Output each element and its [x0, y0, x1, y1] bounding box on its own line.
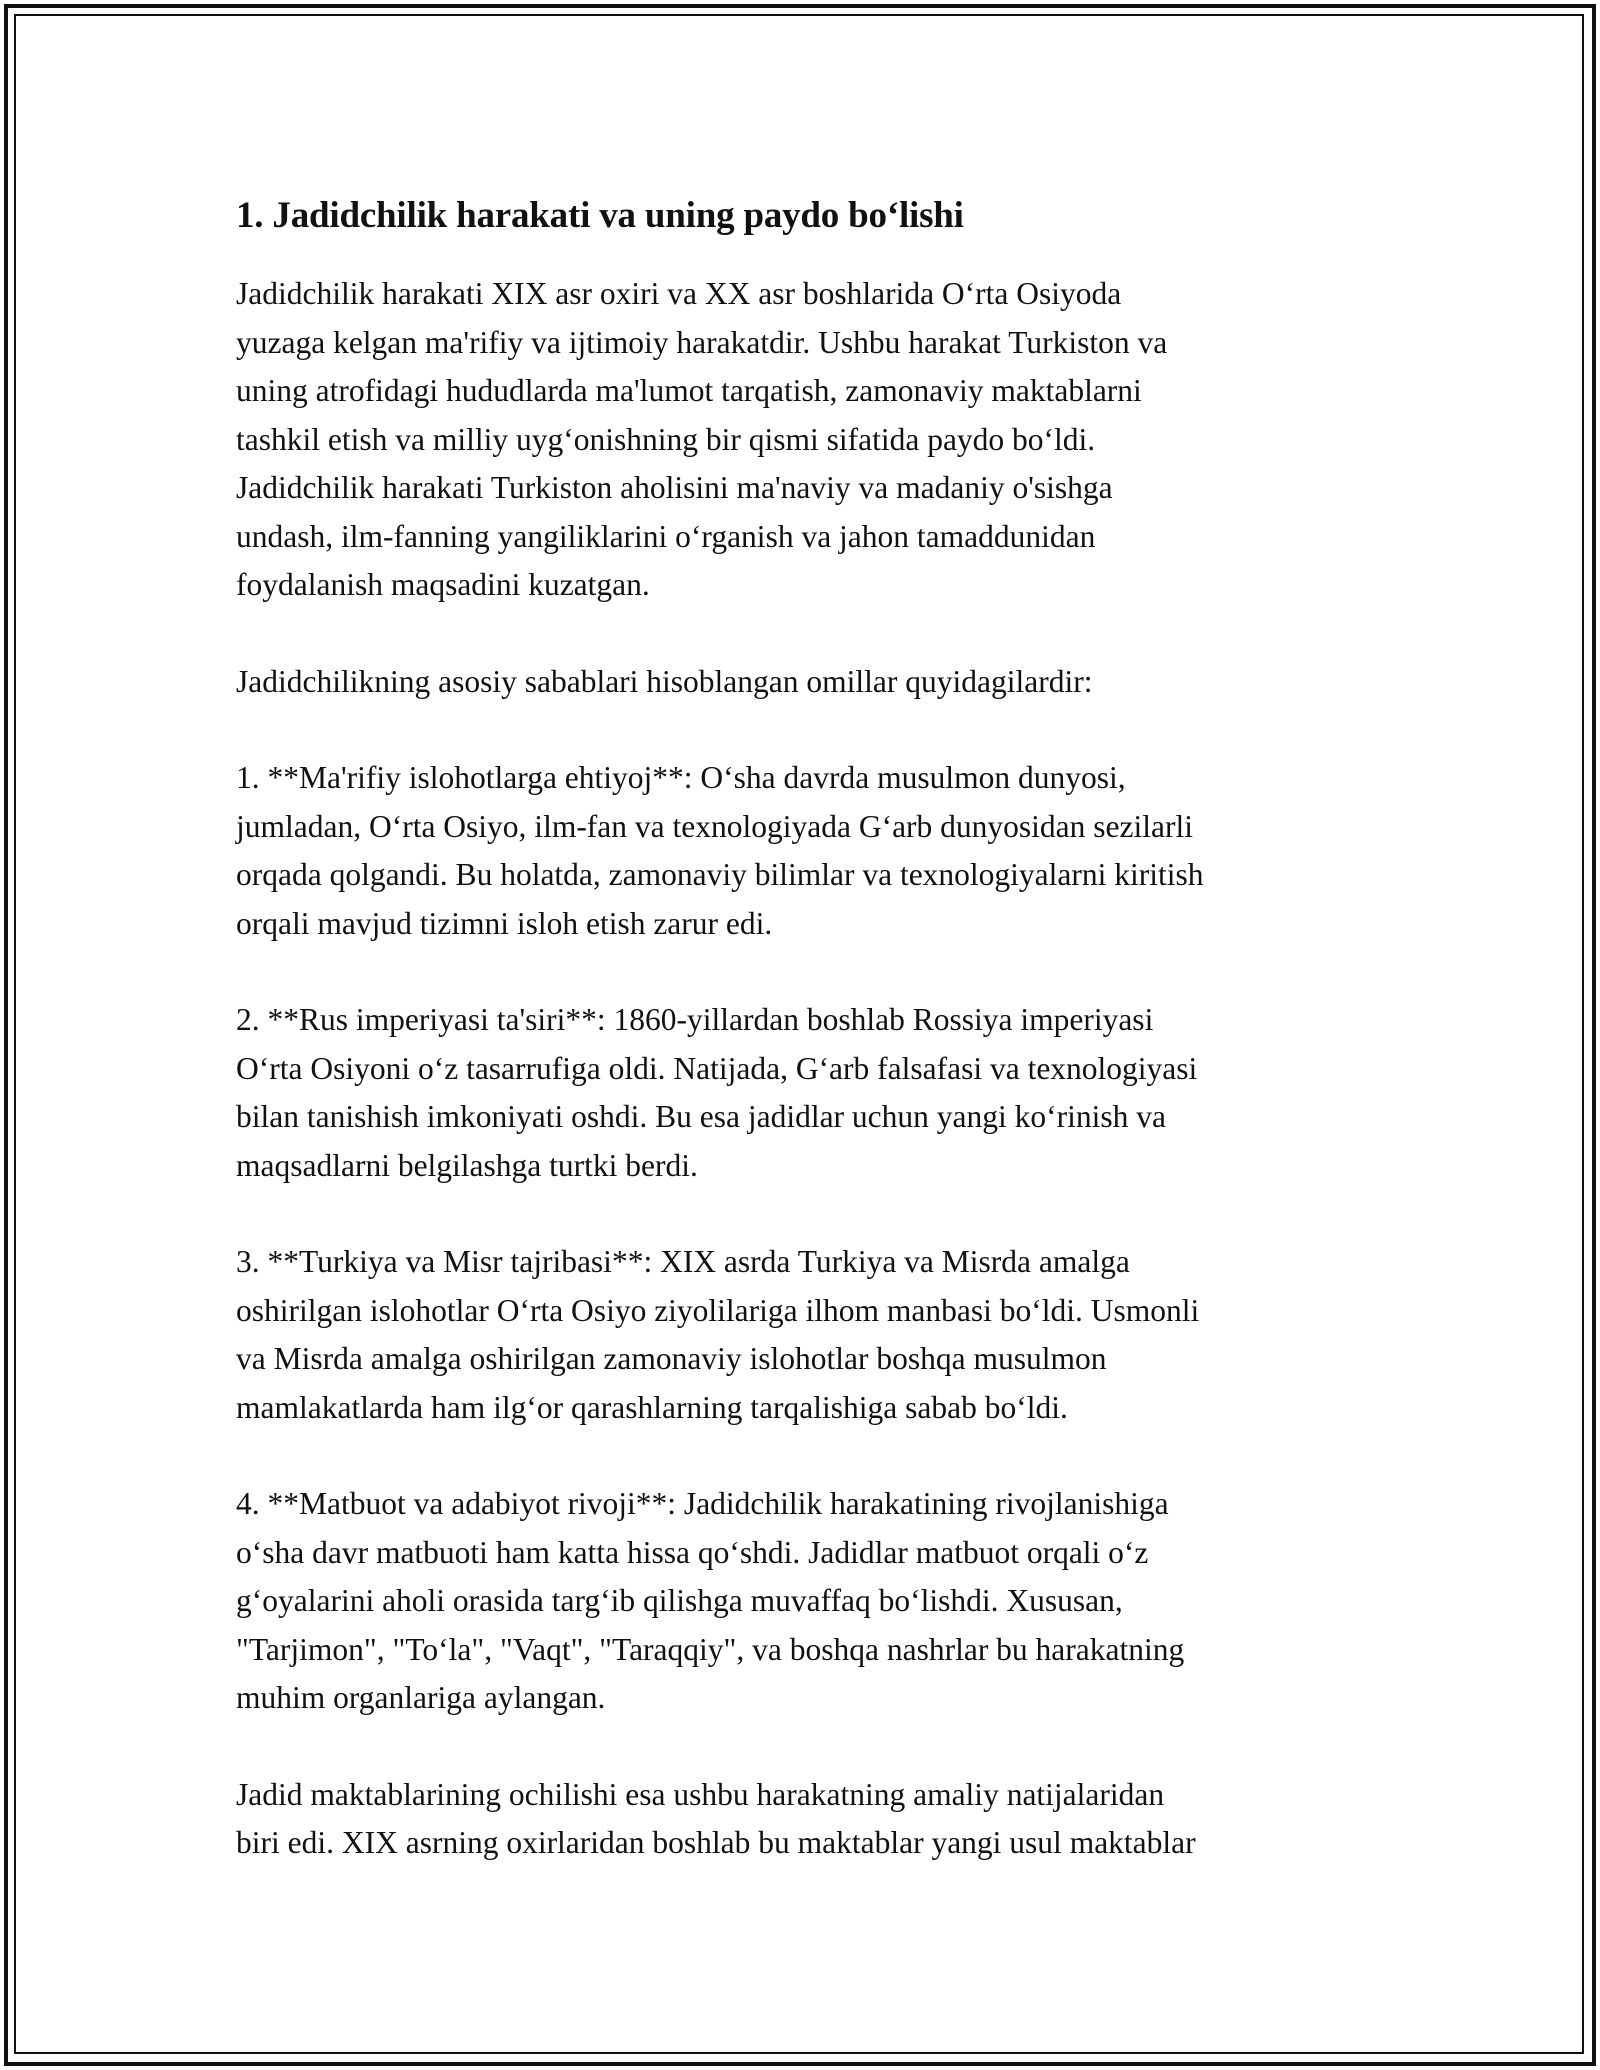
intro-paragraph: Jadidchilik harakati XIX asr oxiri va XX asr boshlarida Oʻrta Osiyoda yuzaga kelgan ma'rifiy va ijtimoiy harakatdir. Ushbu harakat Turkiston va uning atrofidagi hududlarda ma'lumot tarqatish, zamonaviy maktablarni tashkil etish va milliy uygʻonishning bir qismi sifatida paydo boʻldi. Jadidchilik harakati Turkiston aholisini ma'naviy va madaniy o'sishga undash, ilm-fanning yangiliklarini oʻrganish va jahon tamaddunidan foydalanish maqsadini kuzatgan. — [236, 276, 1168, 602]
cause-item-4: 4. **Matbuot va adabiyot rivoji**: Jadidchilik harakatining rivojlanishiga oʻsha davr matbuoti ham katta hissa qoʻshdi. Jadidlar matbuot orqali oʻz gʻoyalarini aholi orasida targʻib qilishga muvaffaq boʻlishdi. Xususan, "Tarjimon", "Toʻla", "Vaqt", "Taraqqiy", va boshqa nashrlar bu harakatning muhim organlariga aylangan. — [236, 1486, 1185, 1715]
cause-item-2: 2. **Rus imperiyasi ta'siri**: 1860-yillardan boshlab Rossiya imperiyasi Oʻrta Osiyoni oʻz tasarrufiga oldi. Natijada, Gʻarb falsafasi va texnologiyasi bilan tanishish imkoniyati oshdi. Bu esa jadidlar uchun yangi koʻrinish va maqsadlarni belgilashga turtki berdi. — [236, 1002, 1198, 1183]
section-heading: 1. Jadidchilik harakati va uning paydo boʻlishi — [236, 195, 964, 236]
cause-item-1: 1. **Ma'rifiy islohotlarga ehtiyoj**: Oʻsha davrda musulmon dunyosi, jumladan, Oʻrta Osiyo, ilm-fan va texnologiyada Gʻarb dunyosidan sezilarli orqada qolgandi. Bu holatda, zamonaviy bilimlar va texnologiyalarni kiritish orqali mavjud tizimni isloh etish zarur edi. — [236, 760, 1204, 941]
document-body — [236, 188, 1376, 1916]
cause-item-3: 3. **Turkiya va Misr tajribasi**: XIX asrda Turkiya va Misrda amalga oshirilgan islohotlar Oʻrta Osiyo ziyolilariga ilhom manbasi boʻldi. Usmonli va Misrda amalga oshirilgan zamonaviy islohotlar boshqa musulmon mamlakatlarda ham ilgʻor qarashlarning tarqalishiga sabab boʻldi. — [236, 1244, 1200, 1425]
causes-intro-paragraph: Jadidchilikning asosiy sabablari hisoblangan omillar quyidagilardir: — [236, 663, 1093, 699]
closing-paragraph: Jadid maktablarining ochilishi esa ushbu harakatning amaliy natijalaridan biri edi. XIX asrning oxirlaridan boshlab bu maktablar yangi usul maktablar — [236, 1776, 1196, 1860]
